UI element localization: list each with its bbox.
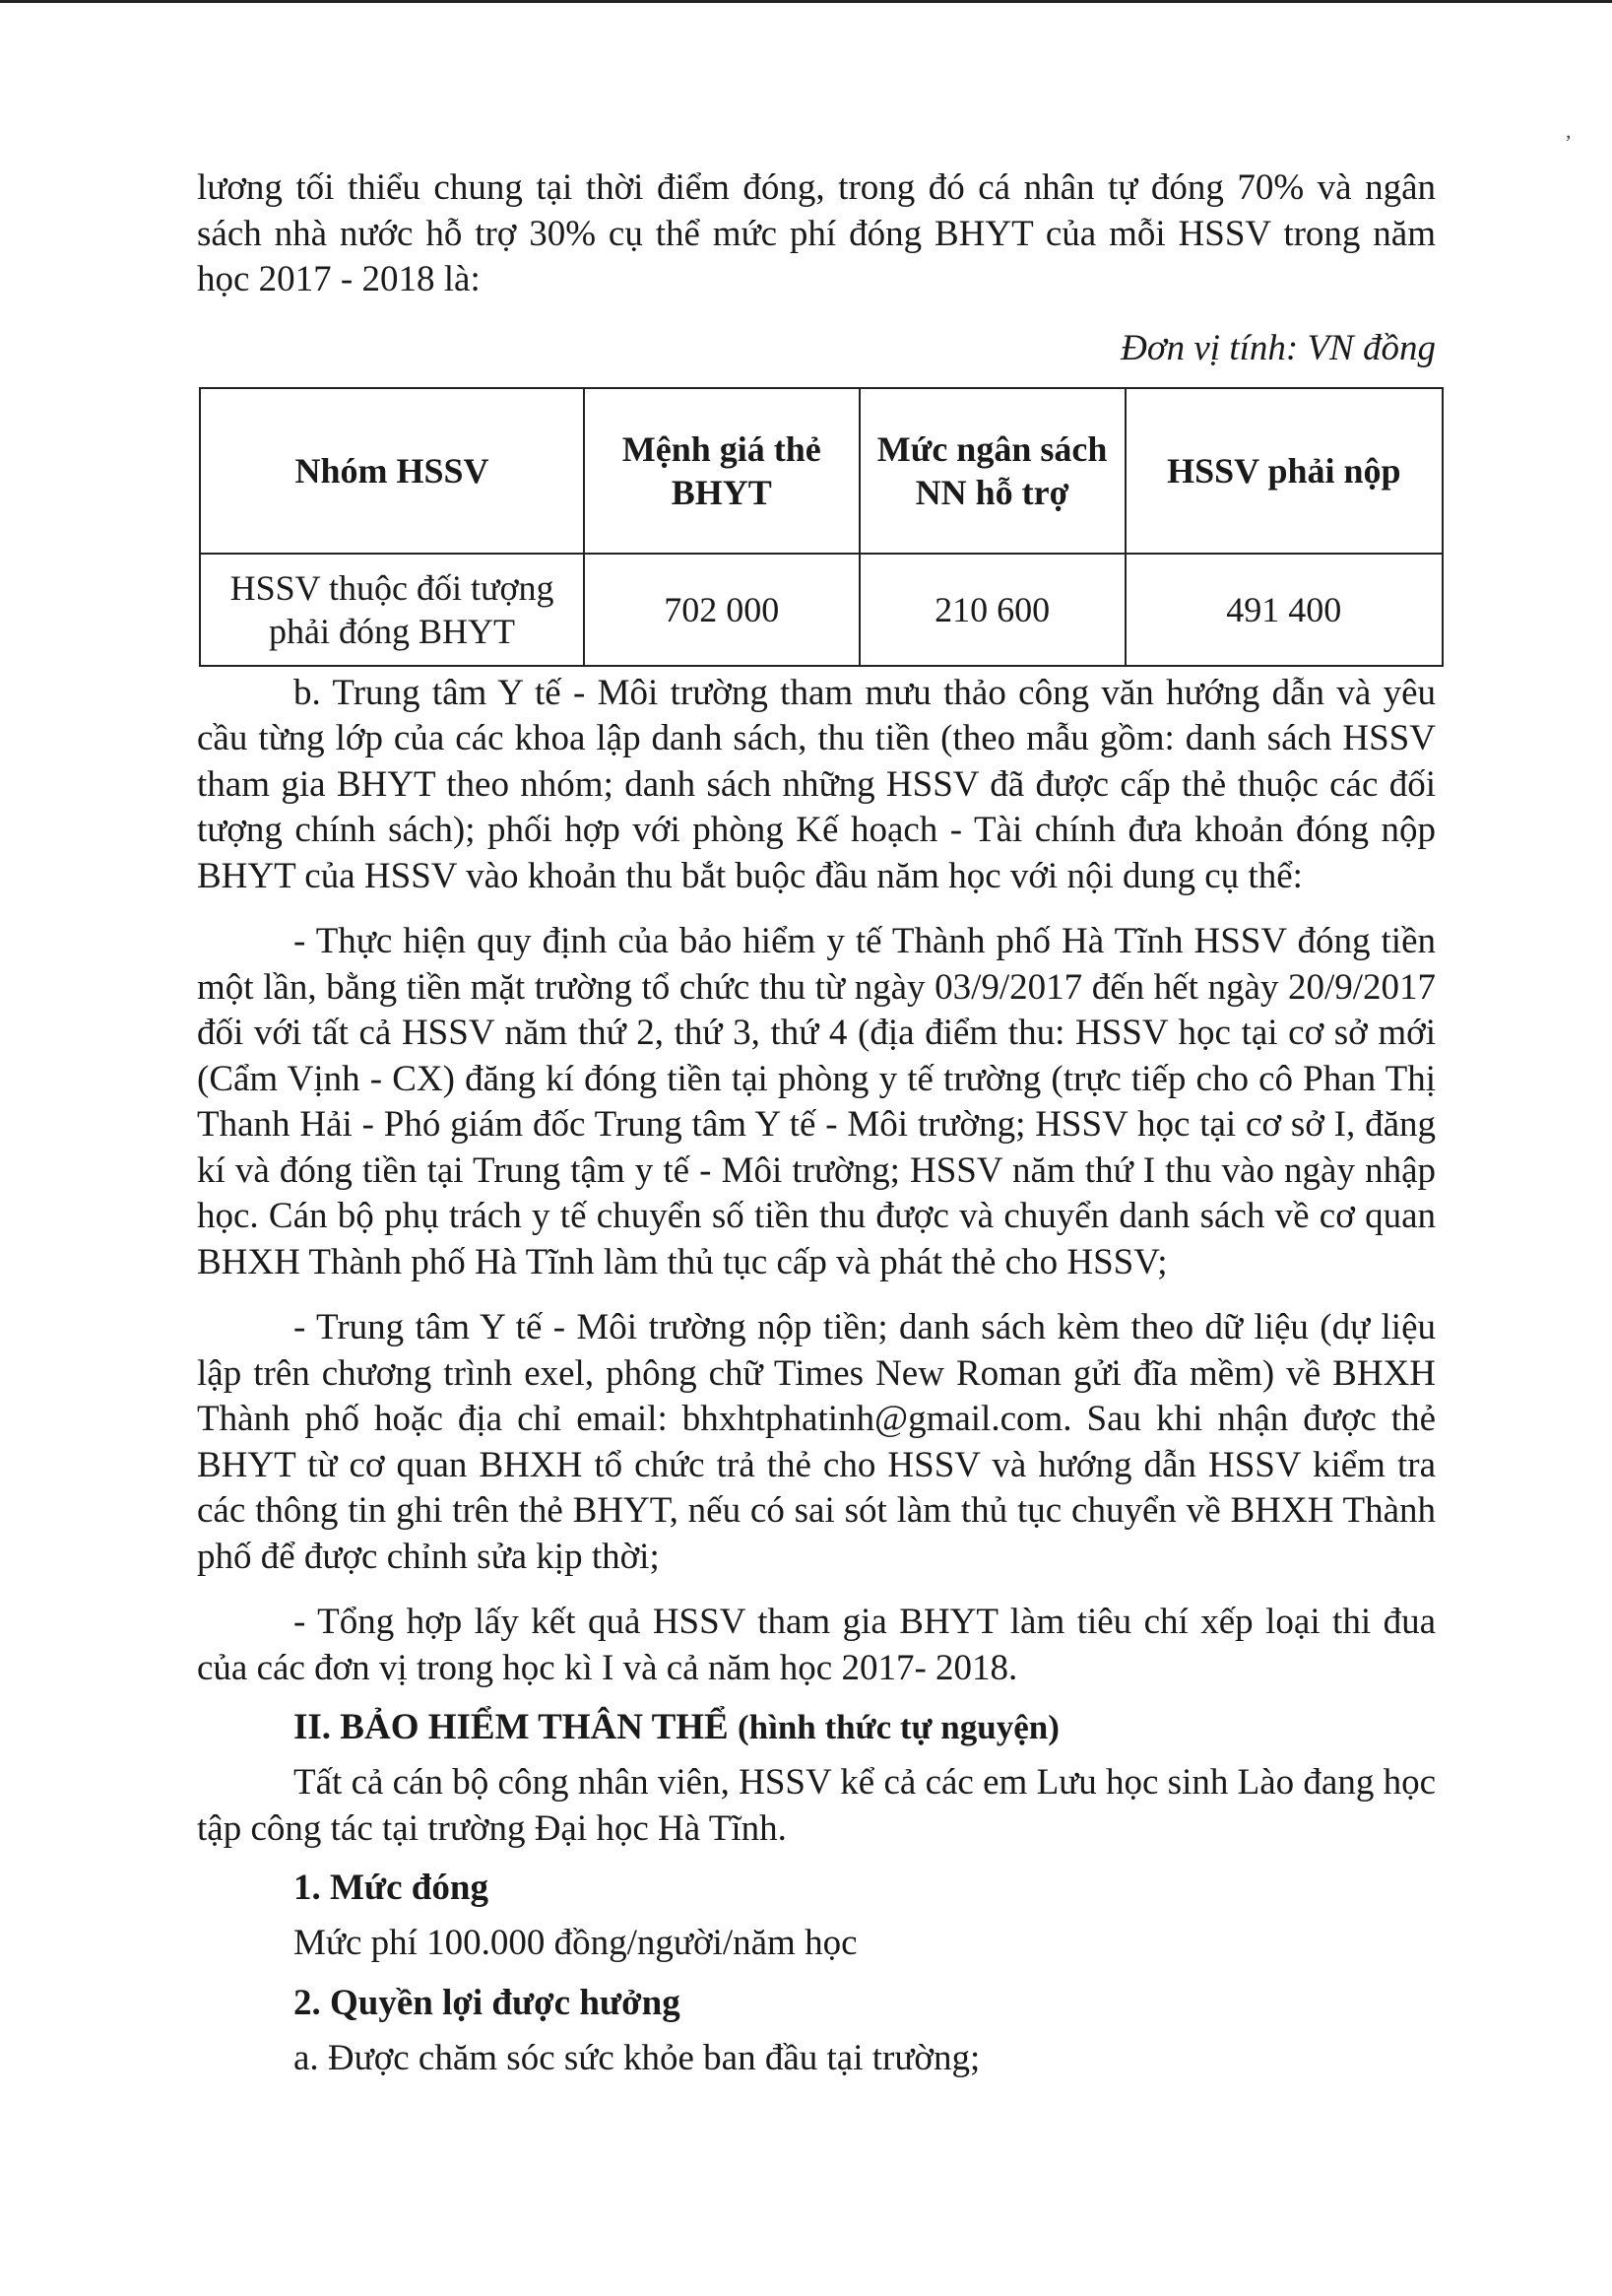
- fee-table: [199, 387, 1444, 667]
- intro-paragraph: lương tối thiểu chung tại thời điểm đóng, trong đó cá nhân tự đóng 70% và ngân sách nhà nước hỗ trợ 30% cụ thể mức phí đóng BHYT của mỗi HSSV trong năm học 2017 - 2018 là:: [197, 167, 1436, 299]
- bullet-3: - Tổng hợp lấy kết quả HSSV tham gia BHYT làm tiêu chí xếp loại thi đua của các đơn vị trong học kì I và cả năm học 2017- 2018.: [197, 1602, 1436, 1688]
- header-student-pays: HSSV phải nộp: [1126, 388, 1443, 554]
- cell-student-pays: 491 400: [1126, 554, 1443, 666]
- section-ii-title: II. BẢO HIỂM THÂN THỂ: [293, 1707, 729, 1747]
- table-header-row: [200, 388, 1443, 554]
- scan-speck: ,: [1566, 118, 1572, 143]
- cell-card-value: 702 000: [584, 554, 859, 666]
- document-page: [197, 165, 1436, 2081]
- item-2-title: 2. Quyền lợi được hưởng: [293, 1982, 680, 2023]
- item-2-text: a. Được chăm sóc sức khỏe ban đầu tại trường;: [293, 2037, 981, 2078]
- bullet-1: - Thực hiện quy định của bảo hiểm y tế Thành phố Hà Tĩnh HSSV đóng tiền một lần, bằng tiền mặt trường tổ chức thu từ ngày 03/9/2017 đến hết ngày 20/9/2017 đối với tất cả HSSV năm thứ 2, thứ 3, thứ 4 (địa điểm thu: HSSV học tại cơ sở mới (Cẩm Vịnh - CX) đăng kí đóng tiền tại phòng y tế trường (trực tiếp cho cô Phan Thị Thanh Hải - Phó giám đốc Trung tâm Y tế - Môi trường; HSSV học tại cơ sở I, đăng kí và đóng tiền tại Trung tậm y tế - Môi trường; HSSV năm thứ I thu vào ngày nhập học. Cán bộ phụ trách y tế chuyển số tiền thu được và chuyển danh sách về cơ quan BHXH Thành phố Hà Tĩnh làm thủ tục cấp và phát thẻ cho HSSV;: [197, 921, 1436, 1282]
- section-ii-heading: [293, 1705, 1436, 1750]
- section-ii-text: Tất cả cán bộ công nhân viên, HSSV kể cả các em Lưu học sinh Lào đang học tập công tác tại trường Đại học Hà Tĩnh.: [197, 1762, 1436, 1849]
- cell-group: HSSV thuộc đối tượng phải đóng BHYT: [200, 554, 584, 666]
- scan-top-border: [0, 0, 1612, 3]
- item-1-title: 1. Mức đóng: [293, 1868, 488, 1908]
- section-ii-subtitle: (hình thức tự nguyện): [737, 1708, 1060, 1746]
- bullet-2: - Trung tâm Y tế - Môi trường nộp tiền; danh sách kèm theo dữ liệu (dự liệu lập trên chương trình exel, phông chữ Times New Roman gửi đĩa mềm) về BHXH Thành phố hoặc địa chỉ email: bhxhtphatinh@gmail.com. Sau khi nhận được thẻ BHYT từ cơ quan BHXH tổ chức trả thẻ cho HSSV và hướng dẫn HSSV kiểm tra các thông tin ghi trên thẻ BHYT, nếu có sai sót làm thủ tục chuyển về BHXH Thành phố để được chỉnh sửa kịp thời;: [197, 1307, 1436, 1577]
- header-state-support: Mức ngân sách NN hỗ trợ: [860, 388, 1126, 554]
- header-group: Nhóm HSSV: [200, 388, 584, 554]
- table-row: [200, 554, 1443, 666]
- header-card-value: Mệnh giá thẻ BHYT: [584, 388, 859, 554]
- paragraph-b: b. Trung tâm Y tế - Môi trường tham mưu thảo công văn hướng dẫn và yêu cầu từng lớp của các khoa lập danh sách, thu tiền (theo mẫu gồm: danh sách HSSV tham gia BHYT theo nhóm; danh sách những HSSV đã được cấp thẻ thuộc các đối tượng chính sách); phối hợp với phòng Kế hoạch - Tài chính đưa khoản đóng nộp BHYT của HSSV vào khoản thu bắt buộc đầu năm học với nội dung cụ thể:: [197, 672, 1436, 896]
- item-1-text: Mức phí 100.000 đồng/người/năm học: [293, 1923, 858, 1963]
- cell-state-support: 210 600: [860, 554, 1126, 666]
- unit-label: Đơn vị tính: VN đồng: [1121, 327, 1436, 368]
